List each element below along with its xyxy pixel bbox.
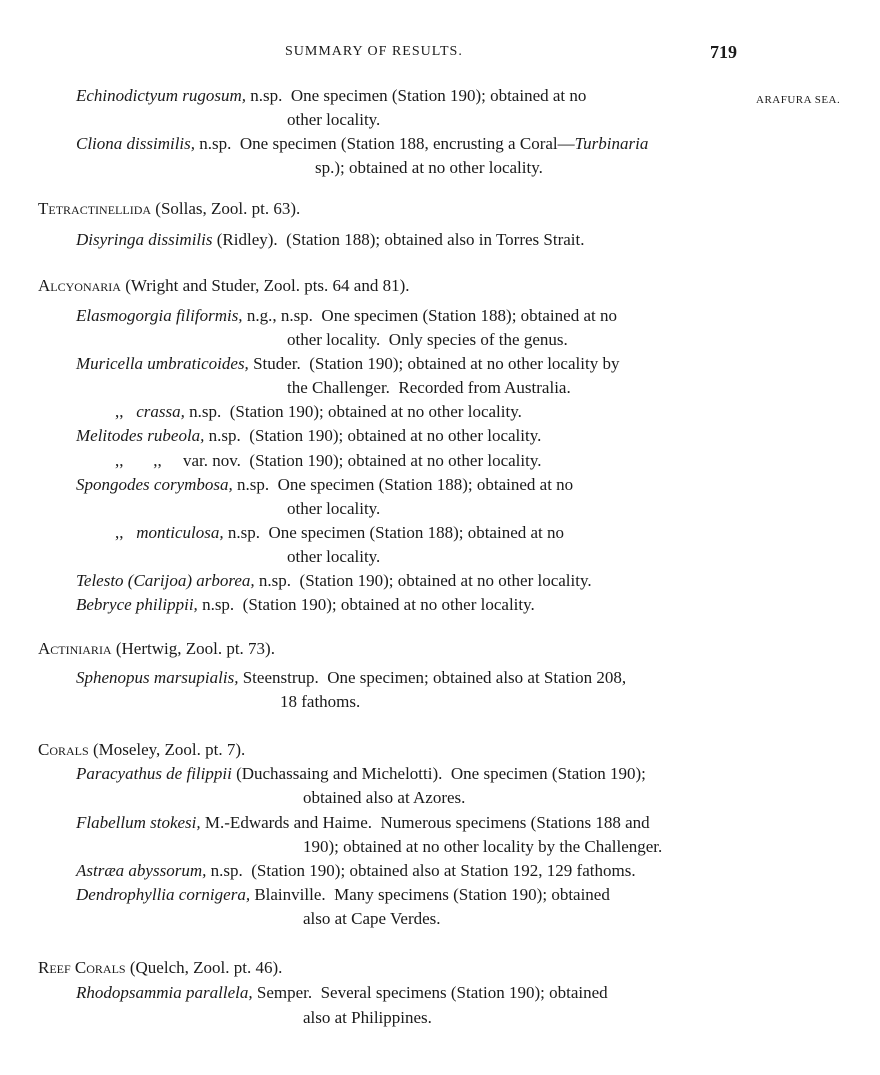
text-run: other locality. [287, 547, 381, 566]
text-line [303, 1008, 432, 1028]
taxon-name: Melitodes rubeola, [76, 426, 205, 445]
text-line [76, 134, 648, 154]
text-run: Studer. (Station 190); obtained at no other locality by [248, 354, 620, 373]
taxon-name: Rhodopsammia parallela, [76, 983, 253, 1002]
text-run: ,, [115, 402, 124, 421]
taxon-name: crassa, [123, 402, 185, 421]
text-run: obtained also at Azores. [303, 788, 466, 807]
text-run: (Sollas, Zool. pt. 63). [151, 199, 301, 218]
taxon-name: monticulosa, [123, 523, 224, 542]
taxon-name: Cliona dissimilis, [76, 134, 196, 153]
text-run: 190); obtained at no other locality by the Challenger. [303, 837, 663, 856]
text-line [287, 110, 380, 130]
page-title: SUMMARY OF RESULTS. [285, 44, 463, 59]
text-run: n.g., n.sp. One specimen (Station 188); obtained at no [242, 306, 617, 325]
text-run: Blainville. Many specimens (Station 190); obtained [250, 885, 610, 904]
taxon-name: Turbinaria [574, 134, 649, 153]
text-run: sp.); obtained at no other locality. [315, 158, 543, 177]
text-line [303, 788, 465, 808]
text-run: n.sp. (Station 190); obtained at no other locality. [197, 595, 535, 614]
section-heading [38, 276, 410, 296]
text-run: n.sp. (Station 190); obtained at no other locality. [184, 402, 522, 421]
text-line [76, 885, 610, 905]
text-run: other locality. [287, 110, 381, 129]
text-run: 18 fathoms. [280, 692, 361, 711]
text-run: ,, [115, 523, 124, 542]
text-line [76, 306, 617, 326]
taxon-name: Paracyathus de filippii [76, 764, 232, 783]
section-heading [38, 639, 275, 659]
text-run: other locality. [287, 499, 381, 518]
text-run: (Wright and Studer, Zool. pts. 64 and 81). [120, 276, 410, 295]
margin-note: ARAFURA SEA. [756, 94, 841, 106]
text-run: ,, ,, var. nov. (Station 190); obtained at no other locality. [115, 451, 542, 470]
section-name: Corals [38, 740, 89, 759]
text-line [280, 692, 360, 712]
taxon-name: Echinodictyum rugosum, [76, 86, 246, 105]
text-line [303, 909, 441, 929]
text-line [76, 571, 592, 591]
section-name: Actiniaria [38, 639, 112, 658]
text-run: n.sp. (Station 190); obtained at no other locality. [204, 426, 542, 445]
taxon-name: Muricella umbraticoides, [76, 354, 249, 373]
taxon-name: Sphenopus marsupialis, [76, 668, 239, 687]
text-run: M.-Edwards and Haime. Numerous specimens (Stations 188 and [200, 813, 650, 832]
text-run: n.sp. One specimen (Station 188, encrusting a Coral— [195, 134, 575, 153]
text-line [287, 378, 571, 398]
section-heading [38, 199, 300, 219]
text-run: Semper. Several specimens (Station 190); obtained [252, 983, 608, 1002]
section-name: Reef Corals [38, 958, 126, 977]
text-line [76, 86, 586, 106]
text-run: (Duchassaing and Michelotti). One specimen (Station 190); [231, 764, 646, 783]
text-run: n.sp. One specimen (Station 188); obtained at no [232, 475, 574, 494]
text-line [76, 475, 573, 495]
text-line [287, 330, 568, 350]
text-line [76, 861, 636, 881]
text-run: (Quelch, Zool. pt. 46). [125, 958, 283, 977]
taxon-name: Telesto (Carijoa) arborea, [76, 571, 255, 590]
text-run: n.sp. One specimen (Station 190); obtained at no [245, 86, 587, 105]
text-line [76, 813, 650, 833]
text-run: Steenstrup. One specimen; obtained also at Station 208, [238, 668, 627, 687]
text-run: other locality. Only species of the genus. [287, 330, 568, 349]
taxon-name: Spongodes corymbosa, [76, 475, 233, 494]
text-run: also at Philippines. [303, 1008, 432, 1027]
text-run: n.sp. One specimen (Station 188); obtained at no [223, 523, 565, 542]
taxon-name: Bebryce philippii, [76, 595, 198, 614]
section-name: Alcyonaria [38, 276, 121, 295]
taxon-name: Astræa abyssorum, [76, 861, 207, 880]
text-line [115, 523, 564, 543]
text-run: also at Cape Verdes. [303, 909, 441, 928]
section-heading [38, 740, 245, 760]
text-line [76, 230, 584, 250]
taxon-name: Dendrophyllia cornigera, [76, 885, 251, 904]
text-line [76, 668, 626, 688]
taxon-name: Disyringa dissimilis [76, 230, 213, 249]
text-run: the Challenger. Recorded from Australia. [287, 378, 571, 397]
text-line [303, 837, 662, 857]
text-line [287, 499, 380, 519]
text-line [287, 547, 380, 567]
section-heading [38, 958, 282, 978]
text-run: (Ridley). (Station 188); obtained also in Torres Strait. [212, 230, 585, 249]
text-line [76, 595, 535, 615]
taxon-name: Flabellum stokesi, [76, 813, 201, 832]
text-line [115, 402, 522, 422]
text-run: (Moseley, Zool. pt. 7). [88, 740, 246, 759]
text-line [76, 426, 541, 446]
text-line [76, 764, 646, 784]
text-run: (Hertwig, Zool. pt. 73). [111, 639, 275, 658]
page-number: 719 [710, 42, 737, 62]
text-line [76, 354, 619, 374]
text-line [315, 158, 543, 178]
text-run: n.sp. (Station 190); obtained at no other locality. [254, 571, 592, 590]
text-line [115, 451, 542, 471]
text-line [76, 983, 608, 1003]
taxon-name: Elasmogorgia filiformis, [76, 306, 243, 325]
text-run: n.sp. (Station 190); obtained also at Station 192, 129 fathoms. [206, 861, 636, 880]
section-name: Tetractinellida [38, 199, 152, 218]
